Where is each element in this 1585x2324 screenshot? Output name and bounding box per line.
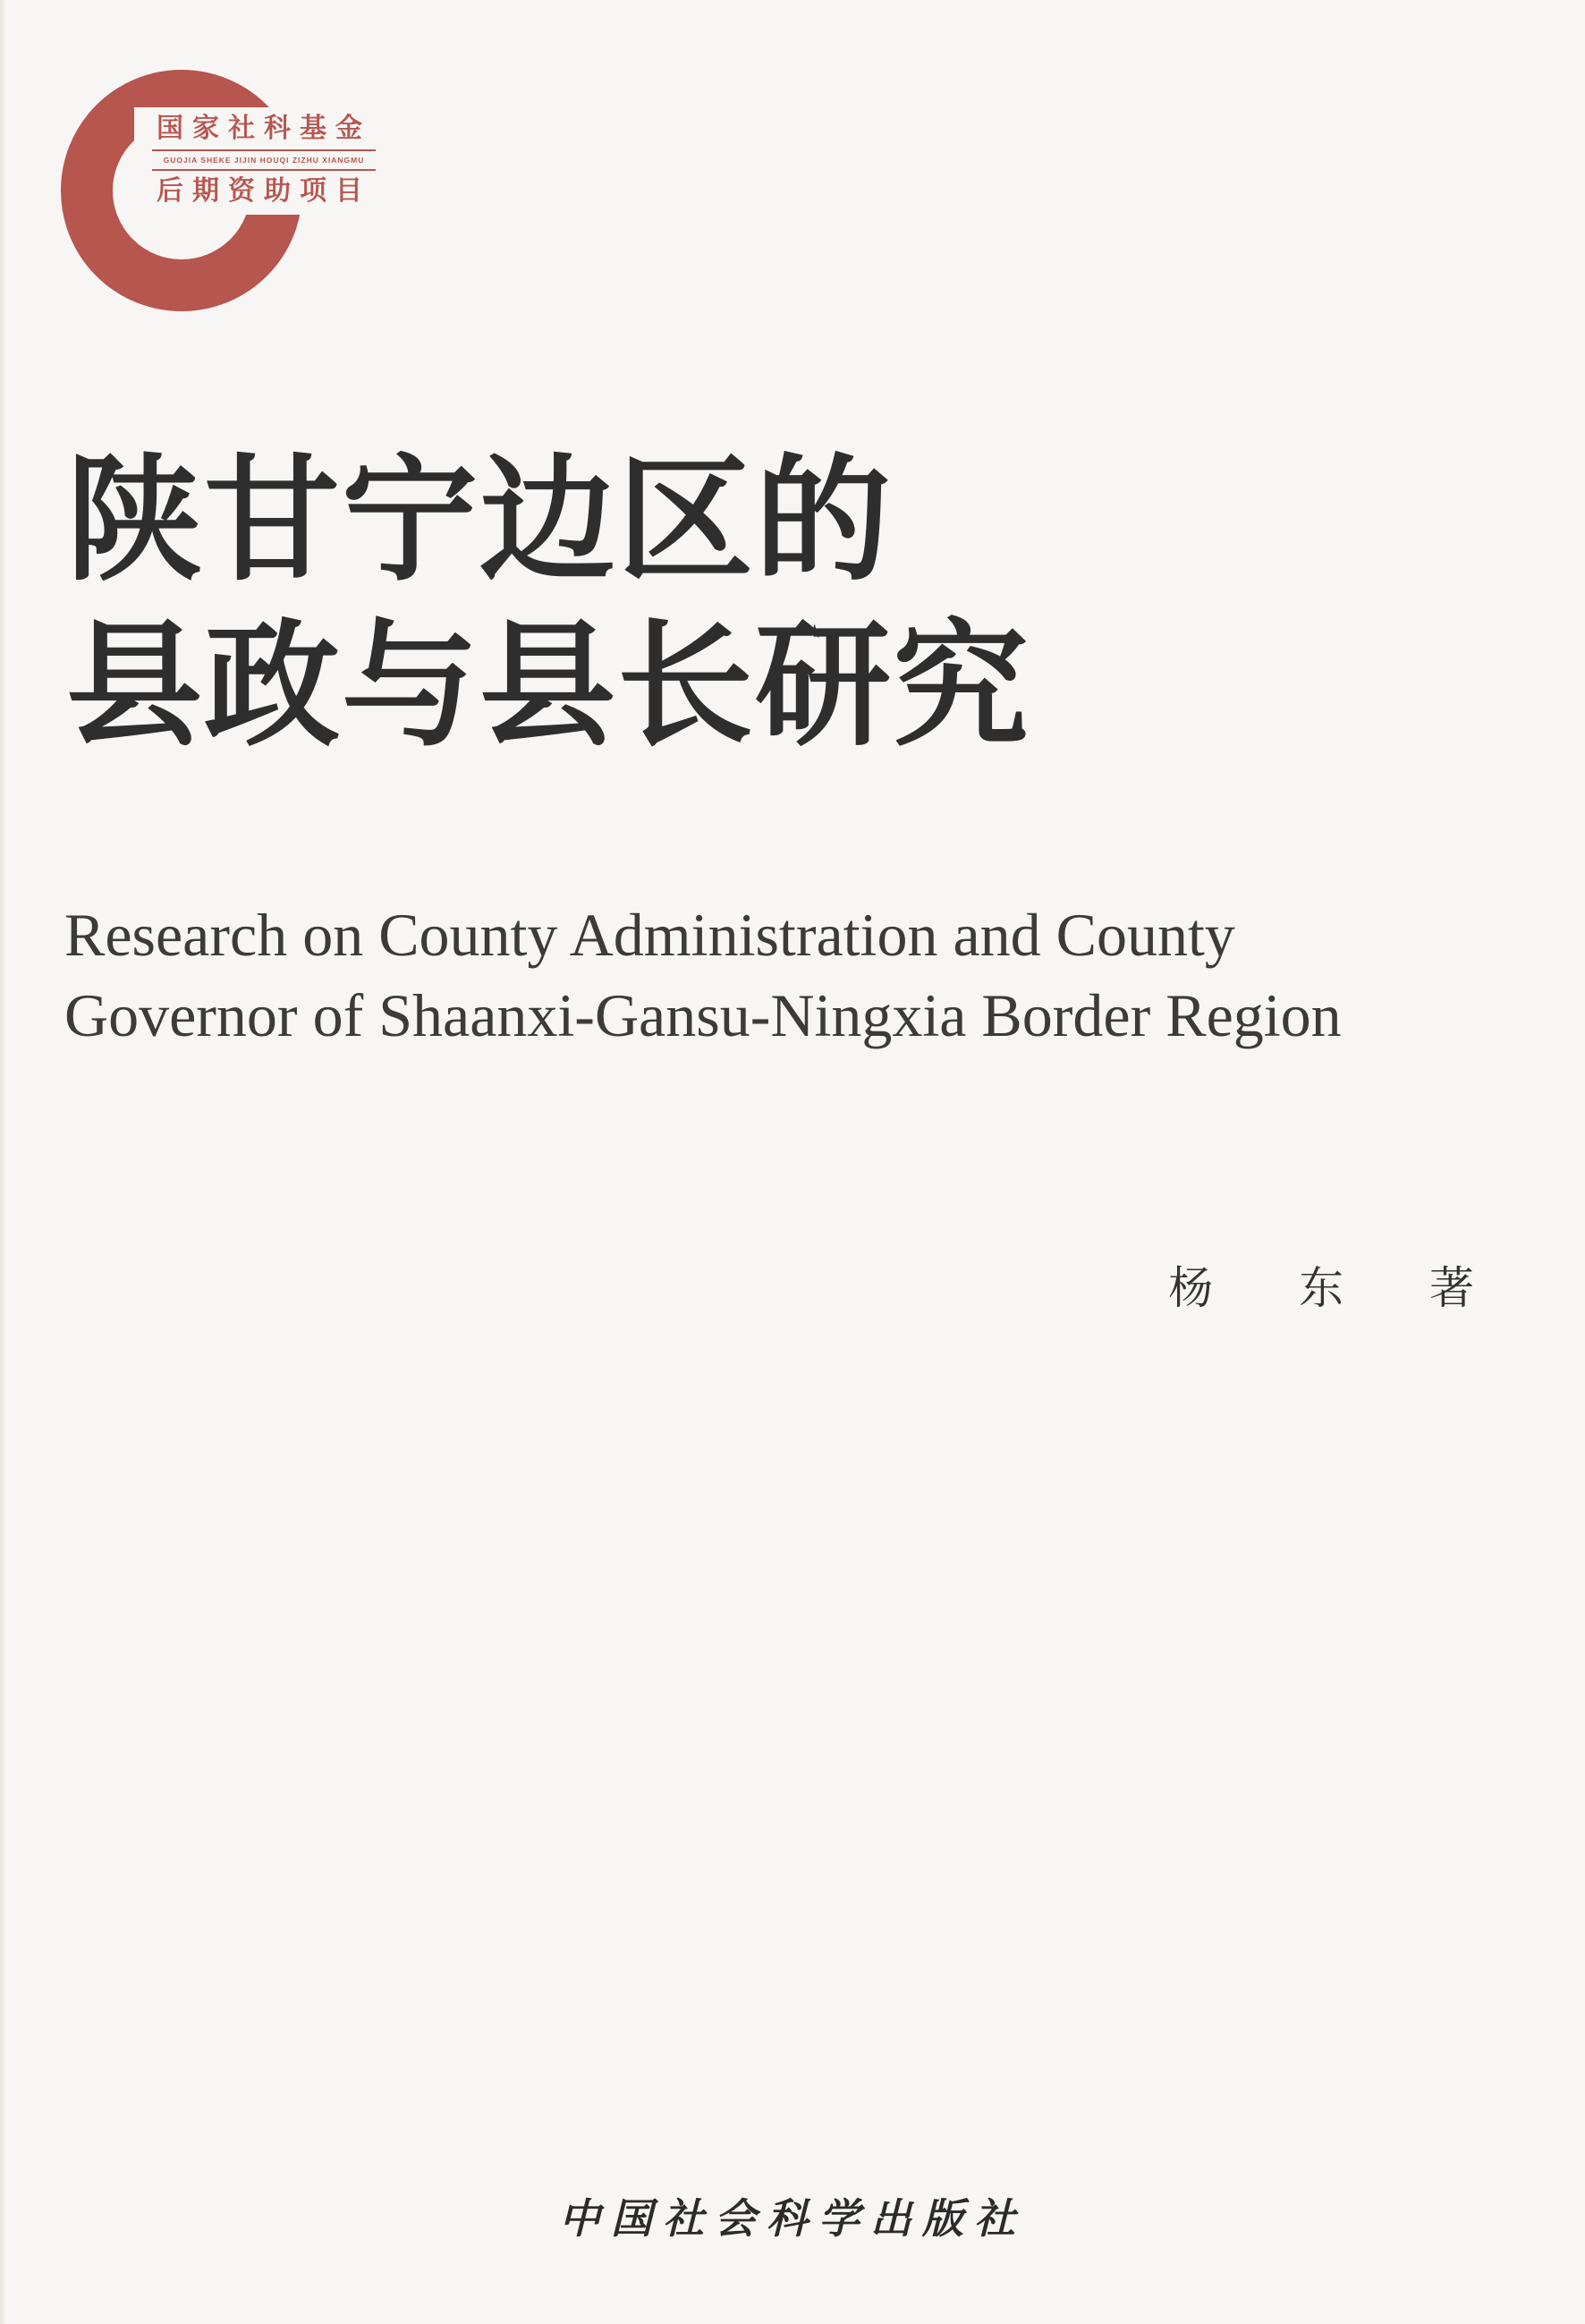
chinese-title	[66, 437, 1140, 768]
english-title	[64, 895, 1567, 1056]
seal-pinyin: GUOJIA SHEKE JIJIN HOUQI ZIZHU XIANGMU	[163, 156, 365, 165]
english-title-line-1: Research on County Administration and County	[64, 901, 1235, 969]
seal-top-text: 国家社科基金	[157, 113, 371, 144]
chinese-title-line-2: 县政与县长研究	[66, 605, 1030, 765]
fund-seal-text	[143, 112, 385, 208]
seal-bottom-text: 后期资助项目	[157, 175, 371, 207]
seal-divider-bottom	[152, 169, 376, 171]
author-name: 杨 东 著	[1168, 1262, 1510, 1314]
spine-shadow	[0, 0, 7, 2324]
publisher-name: 中国社会科学出版社	[559, 2194, 1026, 2243]
seal-divider-top	[152, 149, 376, 151]
chinese-title-line-1: 陕甘宁边区的	[66, 439, 893, 599]
english-title-line-2: Governor of Shaanxi-Gansu-Ningxia Border Region	[64, 981, 1342, 1049]
